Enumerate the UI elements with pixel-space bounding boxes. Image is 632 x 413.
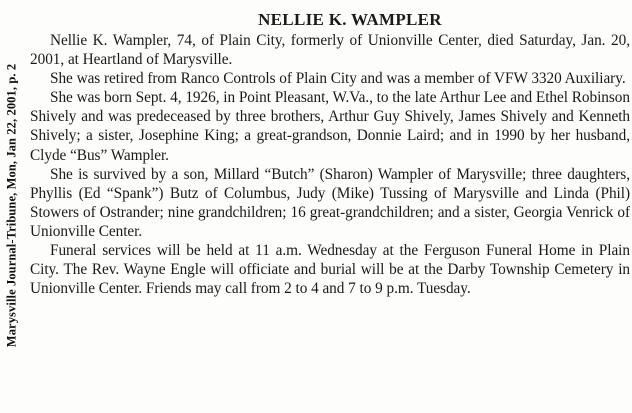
obituary-headline: NELLIE K. WAMPLER [258,10,442,29]
obituary-paragraph-death: Nellie K. Wampler, 74, of Plain City, formerly of Unionville Center, died Saturday, Jan. 20, 2001, at Heartland of Marysville. [30,32,630,69]
source-citation: Marysville Journal-Tribune, Mon, Jan 22, 2001, p. 2 [4,63,19,348]
obituary-paragraph-services: Funeral services will be held at 11 a.m. Wednesday at the Ferguson Funeral Home in Plain City. The Rev. Wayne Engle will officiate and burial will be at the Darby Township Cemetery in Unionville Center. Friends may call from 2 to 4 and 7 to 9 p.m. Tuesday. [30,242,630,298]
obituary-paragraph-career: She was retired from Ranco Controls of Plain City and was a member of VFW 3320 Auxiliary. [50,70,626,88]
obituary-paragraph-family-history: She was born Sept. 4, 1926, in Point Pleasant, W.Va., to the late Arthur Lee and Ethel Robinson Shively and was predeceased by three brothers, Arthur Guy Shively, James Shively and Kenneth Shively; a sister, Josephine King; a great-grandson, Donnie Laird; and in 1990 by her husband, Clyde “Bus” Wampler. [30,89,630,164]
obituary-paragraph-survivors: She is survived by a son, Millard “Butch” (Sharon) Wampler of Marysville; three daughters, Phyllis (Ed “Spank”) Butz of Columbus, Judy (Mike) Tussing of Marysville and Linda (Phil) Stowers of Ostrander; nine grandchildren; 16 great-grandchildren; and a sister, Georgia Venrick of Unionville Center. [30,165,630,240]
obituary-article [30,10,630,298]
